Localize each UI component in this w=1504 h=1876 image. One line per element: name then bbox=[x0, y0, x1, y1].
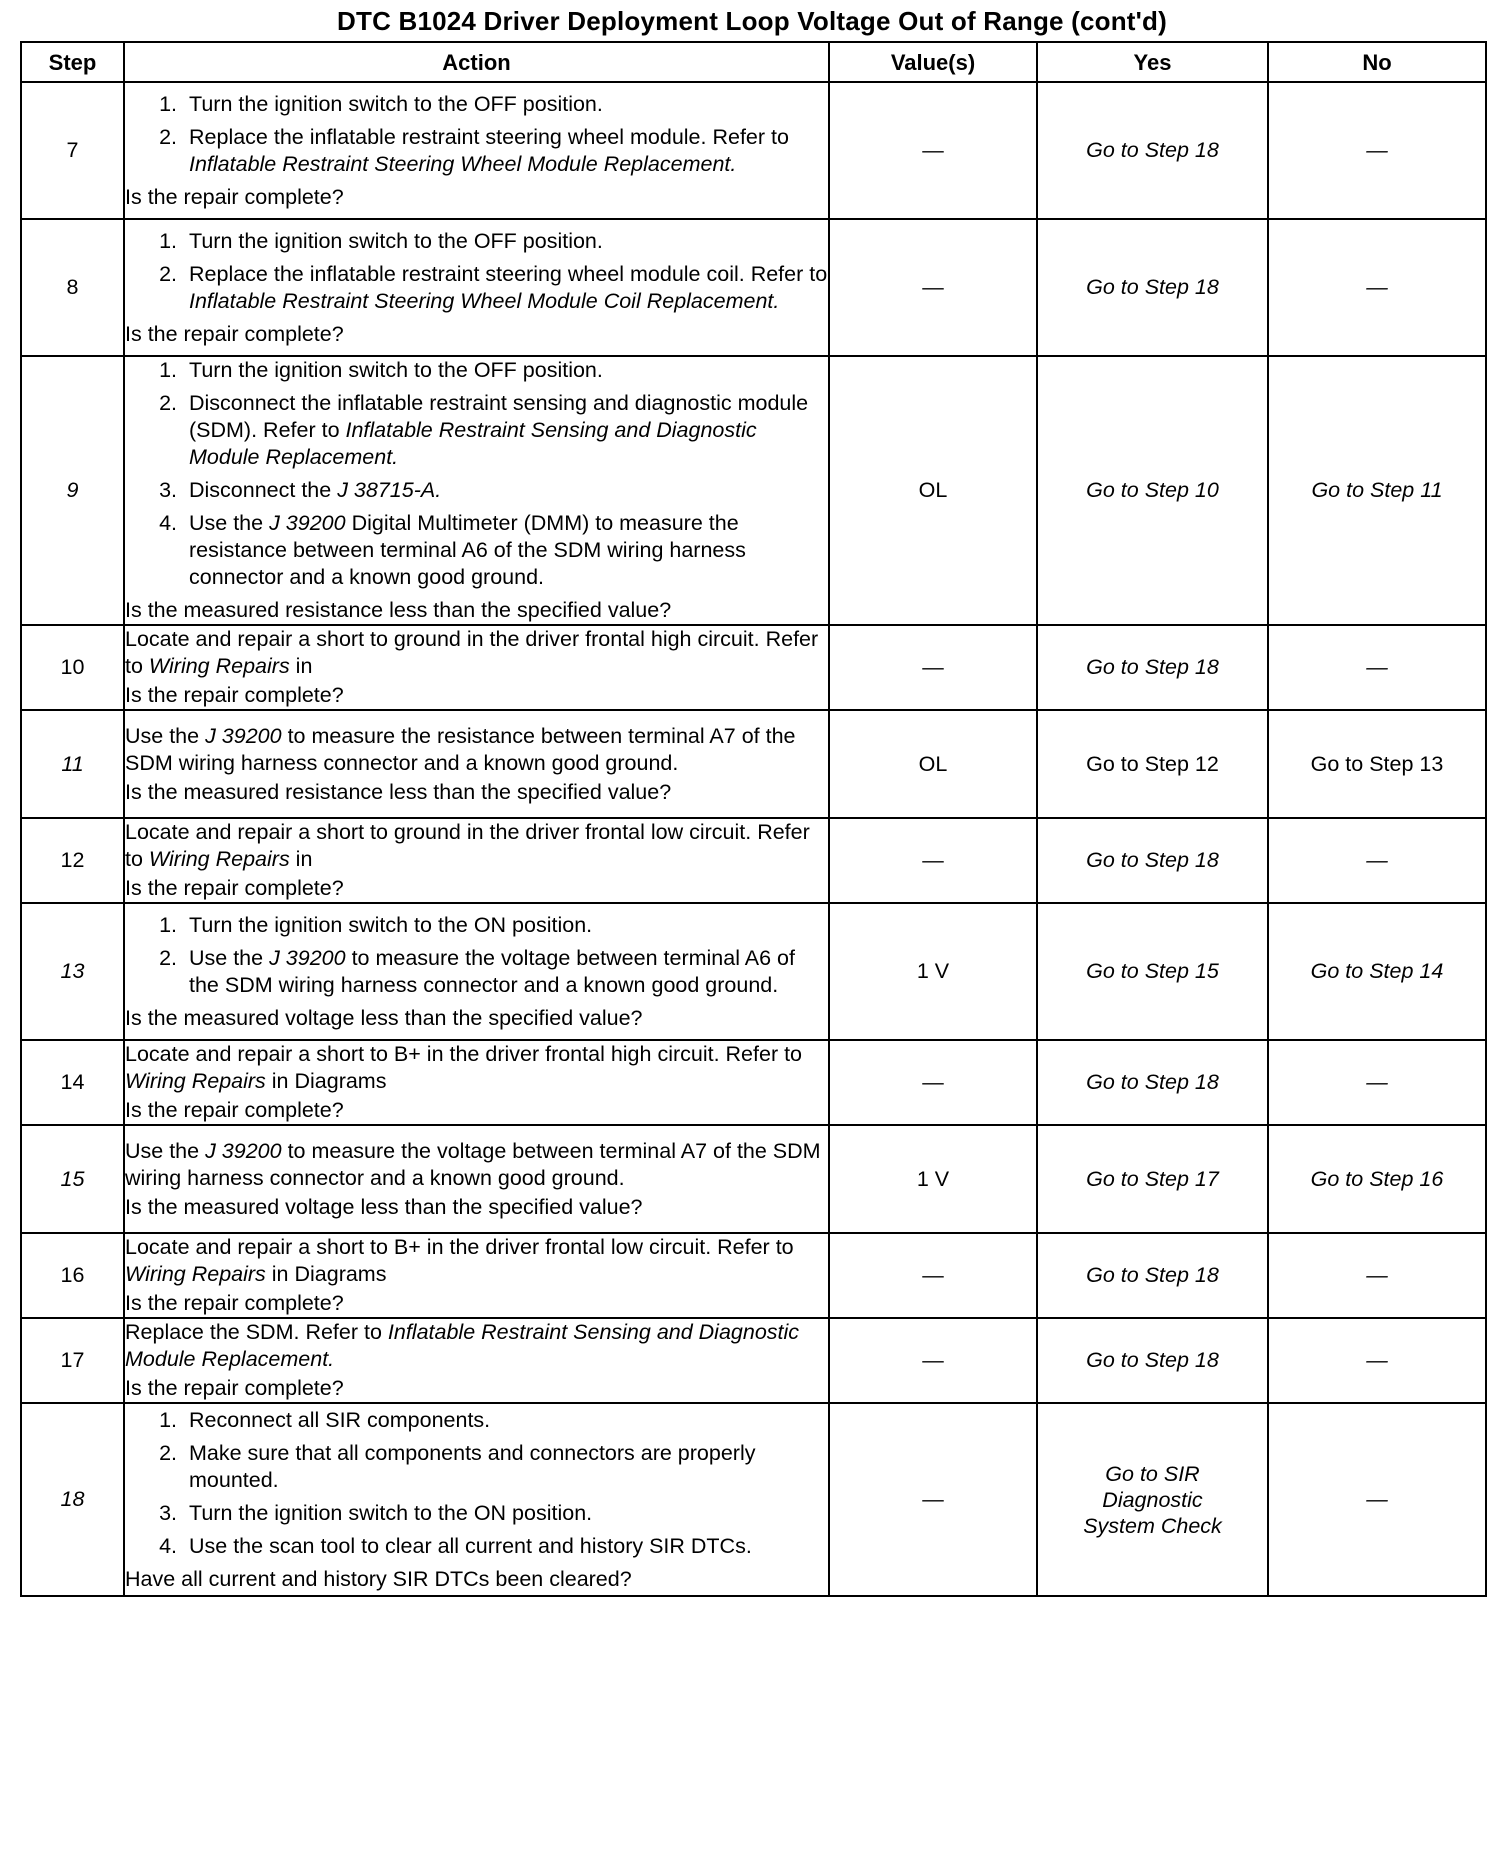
table-row bbox=[21, 1233, 1486, 1318]
action-text: to measure the voltage between terminal A6 of the SDM wiring harness connector and a known good ground. bbox=[189, 945, 795, 997]
no-cell: — bbox=[1268, 82, 1486, 219]
action-steps-list bbox=[125, 357, 828, 591]
action-text: Make sure that all components and connectors are properly mounted. bbox=[189, 1440, 756, 1492]
header-action: Action bbox=[124, 42, 829, 82]
action-text: Use the bbox=[125, 1138, 206, 1163]
action-cell bbox=[124, 219, 829, 356]
step-number: 15 bbox=[21, 1125, 124, 1233]
step-number: 17 bbox=[21, 1318, 124, 1403]
reference-text: J 39200 bbox=[205, 723, 282, 748]
action-step-item bbox=[183, 357, 828, 384]
yes-cell: Go to Step 17 bbox=[1037, 1125, 1268, 1233]
action-text: Locate and repair a short to ground in the driver frontal low circuit. Refer to bbox=[125, 820, 810, 871]
action-question: Is the repair complete? bbox=[125, 1376, 344, 1400]
action-paragraph bbox=[125, 1041, 828, 1095]
action-steps-list bbox=[125, 228, 828, 315]
reference-text: Inflatable Restraint Steering Wheel Module Coil Replacement. bbox=[189, 288, 780, 313]
yes-cell: Go to Step 12 bbox=[1037, 710, 1268, 818]
action-step-item bbox=[183, 1500, 828, 1527]
action-paragraph bbox=[125, 1138, 828, 1192]
action-cell bbox=[124, 625, 829, 710]
document-title: DTC B1024 Driver Deployment Loop Voltage Out of Range (cont'd) bbox=[337, 6, 1167, 36]
action-text: Turn the ignition switch to the ON position. bbox=[189, 1500, 593, 1525]
value-cell: — bbox=[829, 1403, 1037, 1596]
no-cell: — bbox=[1268, 625, 1486, 710]
action-step-item bbox=[183, 510, 828, 591]
reference-text: Inflatable Restraint Sensing and Diagnostic Module Replacement. bbox=[189, 418, 757, 469]
reference-text: Wiring Repairs bbox=[148, 654, 290, 678]
diagnostic-table bbox=[20, 41, 1487, 1597]
action-question: Is the repair complete? bbox=[125, 683, 344, 707]
action-text: to measure the resistance between terminal A7 of the SDM wiring harness connector and a known good ground. bbox=[125, 723, 796, 775]
action-question: Have all current and history SIR DTCs been cleared? bbox=[125, 1566, 632, 1591]
no-cell: — bbox=[1268, 1040, 1486, 1125]
action-text: in bbox=[289, 654, 313, 678]
action-text: Turn the ignition switch to the OFF position. bbox=[189, 358, 603, 382]
action-question: Is the repair complete? bbox=[125, 876, 344, 900]
action-text: Turn the ignition switch to the OFF position. bbox=[189, 91, 603, 116]
action-text: Turn the ignition switch to the ON position. bbox=[189, 912, 593, 937]
reference-text: Wiring Repairs bbox=[125, 1069, 266, 1093]
action-cell bbox=[124, 1318, 829, 1403]
action-text: Locate and repair a short to ground in the driver frontal high circuit. Refer to bbox=[125, 627, 819, 678]
action-question: Is the measured voltage less than the specified value? bbox=[125, 1194, 643, 1219]
step-number: 8 bbox=[21, 219, 124, 356]
action-question: Is the measured resistance less than the specified value? bbox=[125, 598, 672, 622]
table-row bbox=[21, 356, 1486, 625]
action-text: Reconnect all SIR components. bbox=[189, 1407, 491, 1432]
action-text: Replace the SDM. Refer to bbox=[125, 1320, 388, 1344]
action-paragraph bbox=[125, 723, 828, 777]
table-body bbox=[21, 82, 1486, 1596]
action-question: Is the repair complete? bbox=[125, 1291, 344, 1315]
no-cell: — bbox=[1268, 1318, 1486, 1403]
step-number: 7 bbox=[21, 82, 124, 219]
action-step-item bbox=[183, 1440, 828, 1494]
value-cell: — bbox=[829, 82, 1037, 219]
table-row bbox=[21, 1318, 1486, 1403]
action-paragraph bbox=[125, 1319, 828, 1373]
step-number: 11 bbox=[21, 710, 124, 818]
action-question: Is the repair complete? bbox=[125, 321, 344, 346]
action-step-item bbox=[183, 912, 828, 939]
yes-cell: Go to Step 15 bbox=[1037, 903, 1268, 1040]
step-number: 12 bbox=[21, 818, 124, 903]
action-cell bbox=[124, 1233, 829, 1318]
action-step-item bbox=[183, 1533, 828, 1560]
header-yes: Yes bbox=[1037, 42, 1268, 82]
action-question: Is the repair complete? bbox=[125, 1098, 344, 1122]
table-row bbox=[21, 625, 1486, 710]
value-cell: 1 V bbox=[829, 1125, 1037, 1233]
action-text: in Diagrams bbox=[265, 1262, 387, 1286]
action-text: Replace the inflatable restraint steering wheel module coil. Refer to bbox=[189, 261, 828, 286]
action-steps-list bbox=[125, 912, 828, 999]
value-cell: — bbox=[829, 1040, 1037, 1125]
step-number: 9 bbox=[21, 356, 124, 625]
reference-text: Inflatable Restraint Steering Wheel Module Replacement. bbox=[189, 151, 737, 176]
header-step: Step bbox=[21, 42, 124, 82]
table-row bbox=[21, 710, 1486, 818]
value-cell: — bbox=[829, 219, 1037, 356]
action-text: Use the scan tool to clear all current and history SIR DTCs. bbox=[189, 1533, 752, 1558]
action-step-item bbox=[183, 945, 828, 999]
step-number: 16 bbox=[21, 1233, 124, 1318]
action-text: Use the bbox=[125, 723, 206, 748]
action-step-item bbox=[183, 91, 828, 118]
yes-cell: Go to Step 10 bbox=[1037, 356, 1268, 625]
reference-text: J 39200 bbox=[205, 1138, 282, 1163]
no-cell: Go to Step 16 bbox=[1268, 1125, 1486, 1233]
action-cell bbox=[124, 710, 829, 818]
yes-cell: Go to Step 18 bbox=[1037, 219, 1268, 356]
step-number: 10 bbox=[21, 625, 124, 710]
value-cell: — bbox=[829, 1318, 1037, 1403]
value-cell: — bbox=[829, 625, 1037, 710]
action-cell bbox=[124, 1403, 829, 1596]
yes-cell: Go to Step 18 bbox=[1037, 1318, 1268, 1403]
action-cell bbox=[124, 1040, 829, 1125]
no-cell: — bbox=[1268, 818, 1486, 903]
action-text: Use the bbox=[189, 945, 270, 970]
table-row bbox=[21, 903, 1486, 1040]
action-text: Disconnect the inflatable restraint sensing and diagnostic module (SDM). Refer to bbox=[189, 391, 809, 442]
action-text: Locate and repair a short to B+ in the driver frontal low circuit. Refer to bbox=[125, 1235, 794, 1259]
action-step-item bbox=[183, 477, 828, 504]
header-values: Value(s) bbox=[829, 42, 1037, 82]
action-question: Is the repair complete? bbox=[125, 184, 344, 209]
action-text: in bbox=[289, 847, 313, 871]
no-cell: — bbox=[1268, 1403, 1486, 1596]
action-cell bbox=[124, 903, 829, 1040]
action-steps-list bbox=[125, 1407, 828, 1560]
yes-cell: Go to Step 18 bbox=[1037, 1040, 1268, 1125]
reference-text: J 39200 bbox=[269, 511, 346, 535]
step-number: 18 bbox=[21, 1403, 124, 1596]
action-step-item bbox=[183, 228, 828, 255]
action-step-item bbox=[183, 124, 828, 178]
value-cell: 1 V bbox=[829, 903, 1037, 1040]
reference-text: Wiring Repairs bbox=[148, 847, 290, 871]
no-cell: Go to Step 13 bbox=[1268, 710, 1486, 818]
action-text: Digital Multimeter (DMM) to measure the resistance between terminal A6 of the SDM wiring harness connector and a known good ground. bbox=[189, 511, 746, 589]
value-cell: OL bbox=[829, 710, 1037, 818]
step-number: 13 bbox=[21, 903, 124, 1040]
yes-cell: Go to Step 18 bbox=[1037, 82, 1268, 219]
reference-text: Wiring Repairs bbox=[125, 1262, 266, 1286]
action-text: Disconnect the bbox=[189, 478, 338, 502]
yes-cell: Go to SIR Diagnostic System Check bbox=[1037, 1403, 1268, 1596]
action-cell bbox=[124, 356, 829, 625]
action-steps-list bbox=[125, 91, 828, 178]
yes-cell: Go to Step 18 bbox=[1037, 818, 1268, 903]
header-no: No bbox=[1268, 42, 1486, 82]
action-question: Is the measured resistance less than the specified value? bbox=[125, 779, 672, 804]
no-cell: — bbox=[1268, 219, 1486, 356]
action-text: Turn the ignition switch to the OFF position. bbox=[189, 228, 603, 253]
reference-text: J 39200 bbox=[269, 945, 346, 970]
action-text: Use the bbox=[189, 511, 270, 535]
action-text: Locate and repair a short to B+ in the driver frontal high circuit. Refer to bbox=[125, 1042, 803, 1066]
header-row bbox=[21, 42, 1486, 82]
yes-cell: Go to Step 18 bbox=[1037, 625, 1268, 710]
no-cell: — bbox=[1268, 1233, 1486, 1318]
action-step-item bbox=[183, 390, 828, 471]
value-cell: OL bbox=[829, 356, 1037, 625]
value-cell: — bbox=[829, 1233, 1037, 1318]
action-text: in Diagrams bbox=[265, 1069, 387, 1093]
table-row bbox=[21, 82, 1486, 219]
action-paragraph bbox=[125, 1234, 828, 1288]
action-cell bbox=[124, 82, 829, 219]
reference-text: Inflatable Restraint Sensing and Diagnostic Module Replacement. bbox=[125, 1320, 800, 1371]
action-question: Is the measured voltage less than the specified value? bbox=[125, 1005, 643, 1030]
yes-cell: Go to Step 18 bbox=[1037, 1233, 1268, 1318]
table-row bbox=[21, 219, 1486, 356]
action-text: Replace the inflatable restraint steering wheel module. Refer to bbox=[189, 124, 789, 149]
action-cell bbox=[124, 818, 829, 903]
no-cell: Go to Step 11 bbox=[1268, 356, 1486, 625]
action-cell bbox=[124, 1125, 829, 1233]
table-row bbox=[21, 1125, 1486, 1233]
action-paragraph bbox=[125, 819, 828, 873]
action-step-item bbox=[183, 1407, 828, 1434]
table-row bbox=[21, 1040, 1486, 1125]
action-paragraph bbox=[125, 626, 828, 680]
step-number: 14 bbox=[21, 1040, 124, 1125]
value-cell: — bbox=[829, 818, 1037, 903]
action-text: to measure the voltage between terminal A7 of the SDM wiring harness connector and a known good ground. bbox=[125, 1138, 821, 1190]
action-step-item bbox=[183, 261, 828, 315]
reference-text: J 38715-A. bbox=[337, 478, 442, 502]
table-row bbox=[21, 818, 1486, 903]
no-cell: Go to Step 14 bbox=[1268, 903, 1486, 1040]
table-row bbox=[21, 1403, 1486, 1596]
